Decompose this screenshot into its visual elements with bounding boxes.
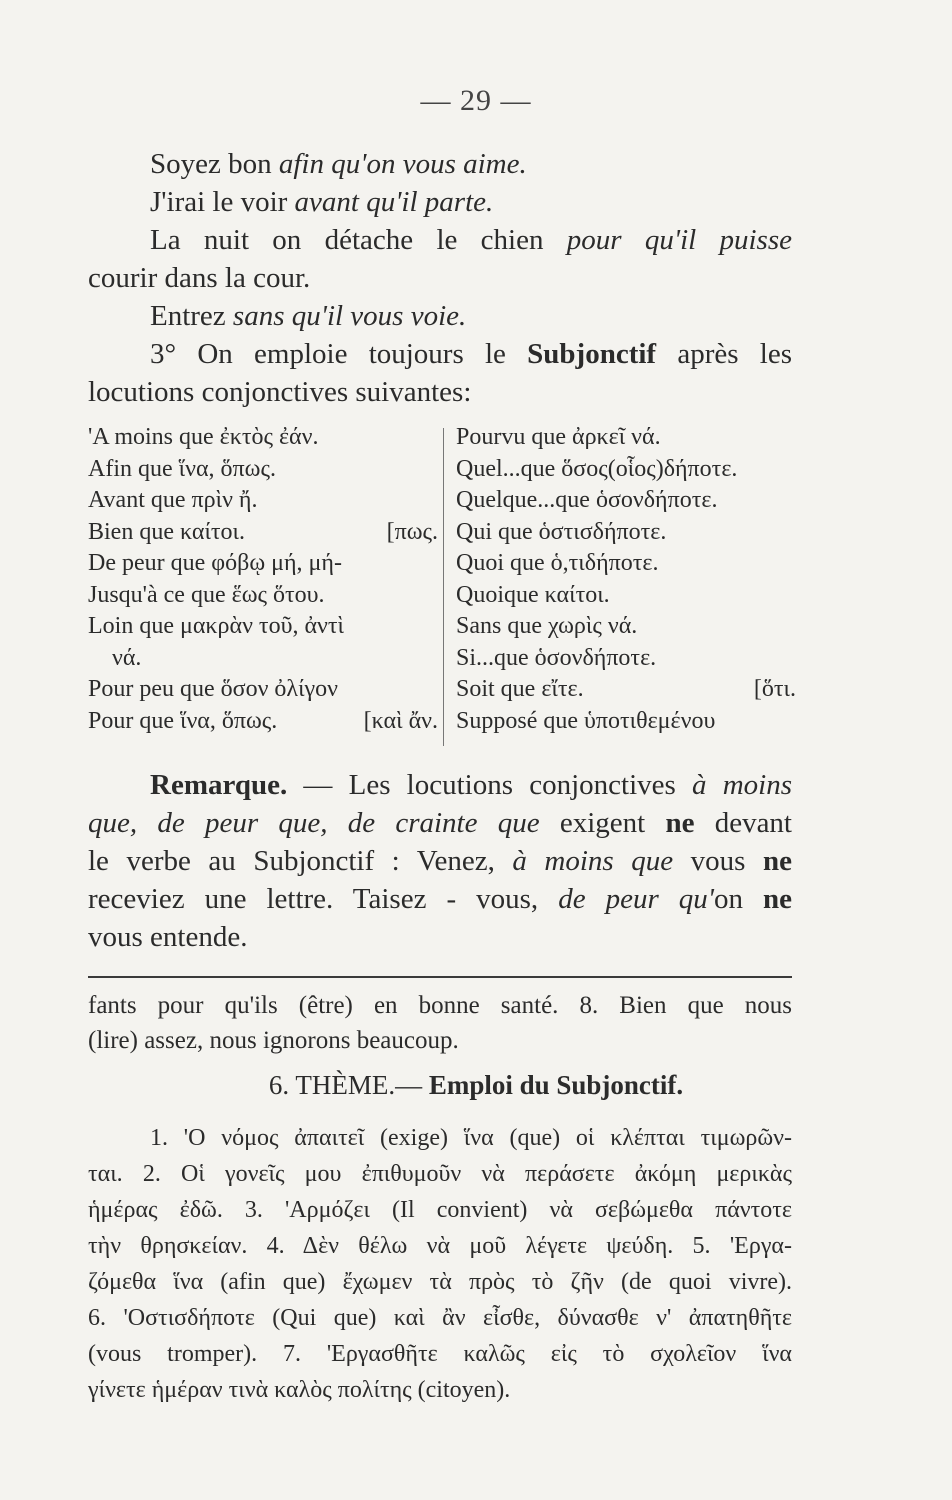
example-line: Entrez sans qu'il vous voie.: [150, 300, 467, 332]
locution-row: Si...que ὁσονδήποτε.: [456, 644, 657, 671]
exercise-continuation: fants pour qu'ils (être) en bonne santé. 8. Bien que nous (lire) assez, nous ignorons beaucoup.: [88, 992, 792, 1054]
footnote-rule: [88, 976, 792, 978]
locution-row: De peur que φόβῳ μή, μή-: [88, 550, 342, 576]
locution-row: Jusqu'à ce que ἕως ὅτου.: [88, 581, 325, 608]
example-line: J'irai le voir avant qu'il parte.: [150, 186, 494, 218]
locution-row: Quelque...que ὁσονδήποτε.: [456, 487, 718, 513]
locution-row: Soit que εἴτε. [ὅτι.: [456, 676, 796, 702]
remark-label: Remarque.: [150, 769, 288, 801]
locution-row: Quoique καίτοι.: [456, 581, 610, 608]
locution-row: Pour peu que ὅσον ὀλίγον: [88, 676, 338, 702]
locution-row: Qui que ὁστισδήποτε.: [456, 518, 667, 545]
rule-3-line: locutions conjonctives suivantes:: [88, 376, 472, 408]
remark-paragraph: Remarque. — Les locutions conjonctives à moins que, de peur que, de crainte que exigent ne devant le verbe au Subjonctif : Venez, à moins que vous ne receviez une lettre. Taisez - vous, de peur qu'on ne vous entende.: [88, 769, 793, 953]
locution-row: 'A moins que ἐκτὸς ἐάν.: [88, 424, 319, 450]
locution-row: Supposé que ὑποτιθεμένου: [456, 707, 716, 734]
locution-row: Pour que ἵνα, ὅπως. [καὶ ἄν.: [88, 707, 438, 734]
locution-row: Afin que ἵνα, ὅπως.: [88, 455, 276, 482]
examples-block: [88, 145, 792, 411]
example-line: La nuit on détache le chien pour qu'il puisse: [150, 224, 792, 256]
locution-row: νά.: [88, 644, 142, 671]
example-line: Soyez bon afin qu'on vous aime.: [150, 148, 527, 180]
locution-row: Quoi que ὁ,τιδήποτε.: [456, 550, 659, 576]
locution-row: Sans que χωρὶς νά.: [456, 613, 638, 639]
example-line: courir dans la cour.: [88, 262, 311, 294]
locutions-left-column: [88, 422, 438, 737]
locution-row: Loin que μακρὰν τοῦ, ἀντὶ: [88, 613, 344, 639]
locutions-table: [88, 422, 796, 752]
locution-row: Quel...que ὅσος(οἷος)δήποτε.: [456, 455, 738, 482]
locutions-right-column: [456, 422, 796, 737]
locution-row: Pourvu que ἀρκεῖ νά.: [456, 424, 661, 450]
locution-row: Avant que πρὶν ἤ.: [88, 487, 258, 513]
rule-3-line: 3° On emploie toujours le Subjonctif après les: [150, 338, 792, 370]
locution-row: Bien que καίτοι. [πως.: [88, 518, 438, 545]
theme-body: 1. 'Ο νόμος ἀπαιτεῖ (exige) ἵνα (que) οἱ κλέπται τιμωρῶν- ται. 2. Οἱ γονεῖς μου ἐπιθυμοῦν νὰ περάσετε ἀκόμη μερικὰς ἡμέρας ἐδῶ. 3. 'Αρμόζει (Il convient) νὰ σεβώμεθα πάντοτε τὴν θρησκείαν. 4. Δὲν θέλω νὰ μοῦ λέγετε ψεύδη. 5. 'Εργα- ζόμεθα ἵνα (afin que) ἔχωμεν τὰ πρὸς τὸ ζῆν (de quoi vivre). 6. 'Οστισδήποτε (Qui que) καὶ ἂν εἶσθε, δύνασθε ν' ἀπατηθῆτε (vous tromper). 7. 'Εργασθῆτε καλῶς εἰς τὸ σχολεῖον ἵνα γίνετε ἡμέραν τινὰ καλὸς πολίτης (citoyen).: [88, 1125, 792, 1403]
column-divider: [443, 428, 444, 746]
theme-title: 6. THÈME.— Emploi du Subjonctif.: [268, 1070, 684, 1100]
page-number: — 29 —: [420, 84, 532, 117]
